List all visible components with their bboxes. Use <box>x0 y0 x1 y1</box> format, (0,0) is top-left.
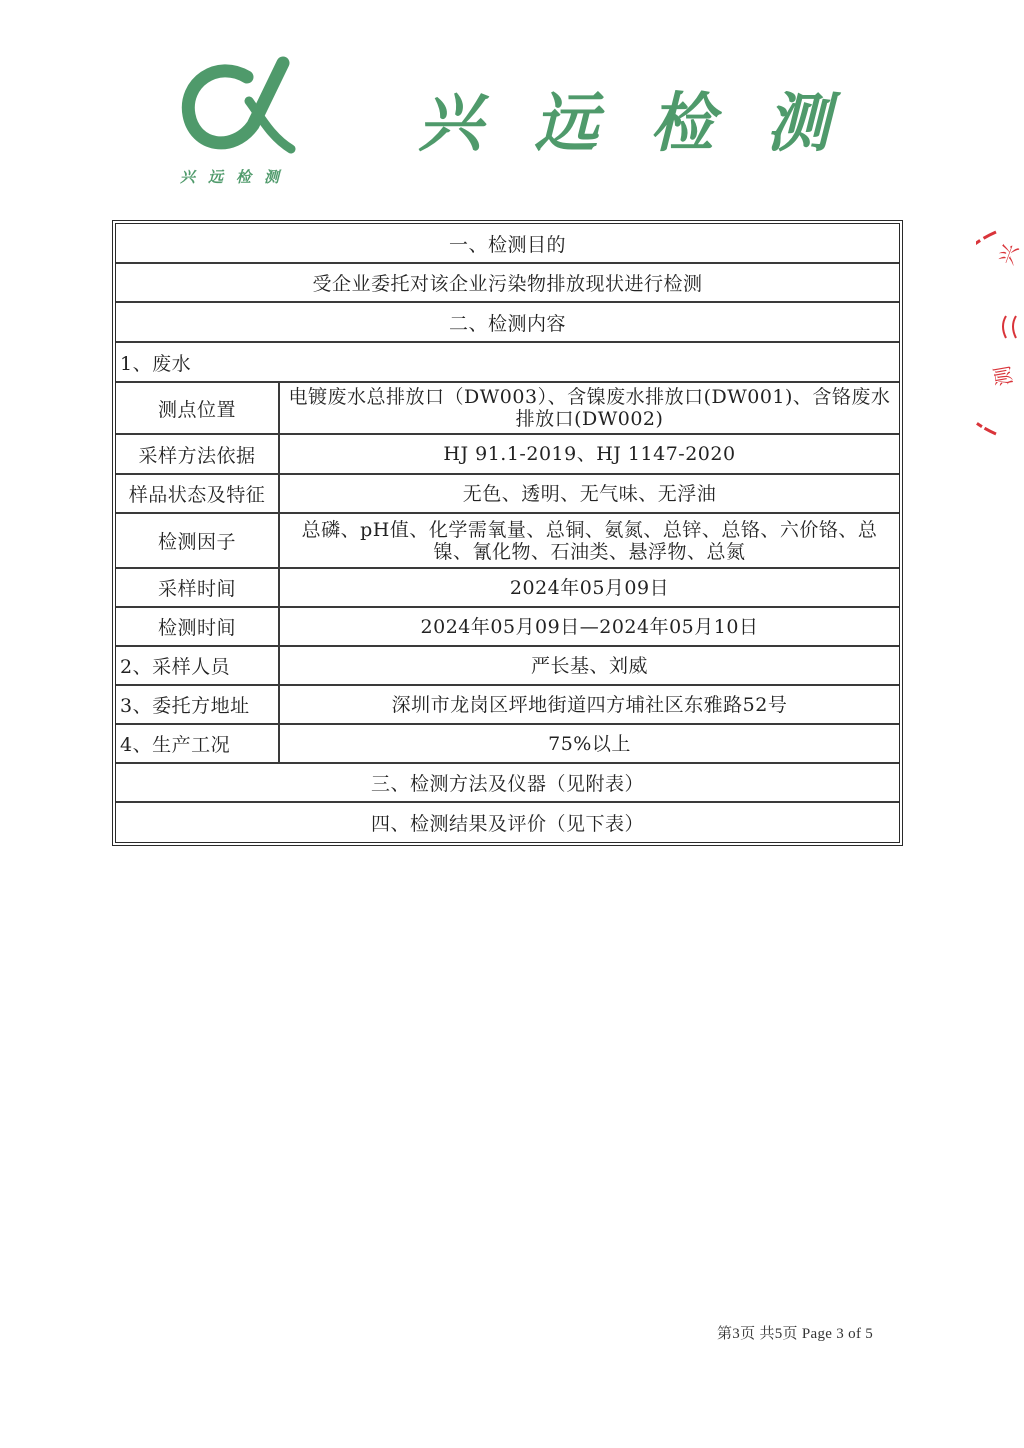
report-table <box>112 220 903 846</box>
table-row <box>116 608 899 647</box>
purpose-heading-row <box>116 224 899 264</box>
content-heading-row <box>116 303 899 343</box>
row-label: 检测因子 <box>116 514 280 567</box>
row-label: 样品状态及特征 <box>116 475 280 512</box>
sampling-staff-row <box>116 647 899 686</box>
purpose-heading: 一、检测目的 <box>448 233 566 256</box>
client-address-value: 深圳市龙岗区坪地街道四方埔社区东雅路52号 <box>391 693 788 716</box>
table-row <box>116 475 899 514</box>
row-value: 总磷、pH值、化学需氧量、总铜、氨氮、总锌、总铬、六价铬、总镍、氰化物、石油类、悬浮物、总氮 <box>301 518 878 563</box>
client-address-row <box>116 686 899 725</box>
seal-fragment-top: 兴 <box>993 240 1024 268</box>
sampling-staff-value: 严长基、刘威 <box>530 654 648 677</box>
methods-heading: 三、检测方法及仪器（见附表） <box>370 773 644 795</box>
row-label: 采样方法依据 <box>116 435 280 473</box>
row-value: HJ 91.1-2019、HJ 1147-2020 <box>443 443 736 465</box>
purpose-text: 受企业委托对该企业污染物排放现状进行检测 <box>312 273 703 295</box>
production-status-value: 75%以上 <box>548 732 631 755</box>
seal-fragment-bottom: 测 <box>989 364 1017 388</box>
methods-heading-row <box>116 764 899 803</box>
production-status-row <box>116 725 899 764</box>
wastewater-section-label: 1、废水 <box>120 352 192 375</box>
brand-title: 兴远检测 <box>418 86 882 161</box>
row-label: 采样时间 <box>116 569 280 606</box>
table-row <box>116 514 899 569</box>
row-value: 2024年05月09日 <box>509 576 670 599</box>
results-heading-row <box>116 803 899 842</box>
page-number: 第3页 共5页 Page 3 of 5 <box>717 1326 874 1342</box>
content-heading: 二、检测内容 <box>448 312 566 335</box>
results-heading: 四、检测结果及评价（见下表） <box>370 813 644 835</box>
table-row <box>116 569 899 608</box>
row-label: 检测时间 <box>116 608 280 645</box>
logo-caption: 兴远检测 <box>180 168 293 186</box>
row-value: 电镀废水总排放口（DW003）、含镍废水排放口(DW001)、含铬废水排放口(DW002) <box>288 386 891 430</box>
row-value: 无色、透明、无气味、无浮油 <box>462 482 717 505</box>
wastewater-section-row <box>116 343 899 383</box>
row-value: 2024年05月09日—2024年05月10日 <box>420 615 759 638</box>
company-logo-icon <box>175 55 300 160</box>
sampling-staff-label: 2、采样人员 <box>116 647 280 684</box>
table-row <box>116 383 899 435</box>
purpose-text-row <box>116 264 899 303</box>
seal-stamp <box>976 226 1024 440</box>
table-row <box>116 435 899 475</box>
row-label: 测点位置 <box>116 383 280 433</box>
client-address-label: 3、委托方地址 <box>116 686 280 723</box>
production-status-label: 4、生产工况 <box>116 725 280 762</box>
